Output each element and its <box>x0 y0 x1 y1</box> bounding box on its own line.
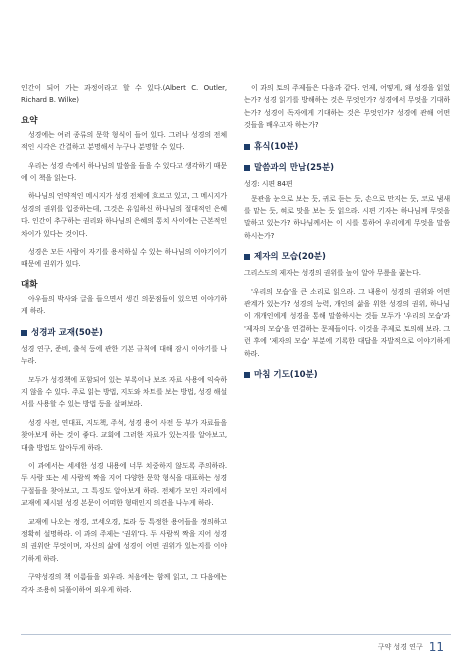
page-footer <box>378 640 444 654</box>
running-title: 구약 성경 연구 <box>377 643 423 651</box>
disciple-paragraph-1: 그리스도의 제자는 성경의 권위를 높이 알아 무릎을 꿇는다. <box>244 269 421 278</box>
study-paragraph-1: 성경 연구, 준비, 출석 등에 관한 기본 규칙에 대해 잠시 이야기를 나누라. <box>21 344 227 366</box>
rest-heading-text: 휴식(10분) <box>254 141 299 152</box>
summary-paragraph-2: 우리는 성경 속에서 하나님의 말씀을 들을 수 있다고 생각하기 때문에 이 책을 읽는다. <box>21 161 227 183</box>
word-heading-text: 말씀과의 만남(25분) <box>254 162 335 173</box>
page-number: 11 <box>428 640 444 654</box>
study-paragraph-2: 모두가 성경책에 포함되어 있는 부록이나 보조 자료 사용에 익숙하지 않을 수 있다. 주로 읽는 방법, 지도와 차트를 보는 방법, 성경 해설서를 사용할 수 있는 방법 등을 살펴보라. <box>21 375 227 409</box>
footer-rule <box>21 634 451 635</box>
summary-paragraph-4: 성경은 모든 사람이 자기를 용서하실 수 있는 하나님의 이야기이기 때문에 권위가 있다. <box>21 248 227 269</box>
study-section-heading <box>21 327 227 339</box>
discussion-paragraph: 이 과의 토의 주제들은 다음과 같다. 언제, 어떻게, 왜 성경을 읽었는가? 성경 읽기를 방해하는 것은 무엇인가? 성경에서 무엇을 기대하는가? 성경이 독자에게 기대하는 것은 무엇인가? 성경에 관해 어떤 것들을 배우고자 하는가? <box>244 84 450 130</box>
disciple-paragraph-2: '우리의 모습'을 큰 소리로 읽으라. 그 내용이 성경의 권위와 어떤 관계가 있는가? 성경의 능력, 개인의 삶을 위한 성경의 권위, 하나님이 개개인에게 성경을 통해 말씀하시는 것들 모두가 '우리의 모습'과 '제자의 모습'을 연결하는 문제들이다. 이것을 주제로 토의해 보라. 그런 후에 '제자의 모습' 부분에 기록한 대답을 자발적으로 이야기하게 하라. <box>244 287 450 358</box>
summary-paragraph-3: 하나님의 언약적인 메시지가 성경 전체에 흐르고 있고, 그 메시지가 성경의 권위를 입증하는데, 그것은 유일하신 하나님의 절대적인 은혜다. 인간이 추구하는 권리와 하나님의 은혜의 통치 사이에는 근본적인 차이가 있다는 것이다. <box>21 192 227 238</box>
intro-paragraph: 인간이 되어 가는 과정이라고 할 수 있다.(Albert C. Outler, Richard B. Wilke) <box>21 84 227 105</box>
right-column <box>244 82 450 385</box>
rest-section-heading <box>244 141 450 153</box>
dialogue-paragraph: 아우들의 박사와 글을 들으면서 생긴 의문점들이 있으면 이야기하게 하라. <box>21 294 227 316</box>
square-bullet-icon <box>244 144 250 150</box>
square-bullet-icon <box>244 254 250 260</box>
closing-section-heading <box>244 369 450 381</box>
study-paragraph-4: 이 과에서는 세세한 성경 내용에 너무 치중하지 않도록 주의하라. 두 사람 또는 세 사람씩 짝을 지어 다양한 문학 형식을 대표하는 성경 구절들을 찾아보고, 그 특징도 알아보게 하라. 전체가 모인 자리에서 교재에 제시된 성경 본문이 어떠한 형태인지 의견을 나누게 하라. <box>21 461 227 508</box>
closing-heading-text: 마침 기도(10분) <box>254 370 318 381</box>
left-column <box>21 82 227 602</box>
word-section-heading <box>244 162 450 174</box>
square-bullet-icon <box>244 372 250 378</box>
square-bullet-icon <box>21 330 27 336</box>
study-paragraph-5: 교재에 나오는 정경, 코세오경, 토라 등 특정한 용어들을 정의하고 정확히 설명하라. 이 과의 주제는 '권위'다. 두 사람씩 짝을 지어 성경의 권위란 무엇이며, 자신의 삶에 성경이 어떤 권위가 있는지를 이야기하게 하라. <box>21 517 227 563</box>
disciple-heading-text: 제자의 모습(20분) <box>254 252 326 263</box>
square-bullet-icon <box>244 165 250 171</box>
word-paragraph: 문관을 눈으로 보는 듯, 귀로 듣는 듯, 손으로 만지는 듯, 코로 냄새를 맡는 듯, 혀로 맛을 보는 듯 읽으라. 시편 기자는 하나님께 무엇을 말하고 있는가? 하나님께서는 이 시를 통하여 우리에게 무엇을 말씀하시는가? <box>244 194 450 240</box>
study-heading-text: 성경과 교재(50분) <box>31 327 103 338</box>
study-paragraph-3: 성경 사전, 연대표, 지도책, 주석, 성경 용어 사전 등 부가 자료들을 찾아보게 하는 것이 좋다. 교회에 그러한 자료가 있는지를 알아보고, 대출 방법도 알아두게 하라. <box>21 418 227 452</box>
dialogue-heading: 대화 <box>21 279 38 290</box>
study-paragraph-6: 구약성경의 책 이름들을 외우라. 처음에는 함께 읽고, 그 다음에는 각자 조용히 되풀이하여 외우게 하라. <box>21 573 227 594</box>
disciple-section-heading <box>244 251 450 263</box>
scripture-reference: 성경: 시편 84편 <box>244 179 293 188</box>
summary-paragraph-1: 성경에는 여러 종류의 문학 형식이 들어 있다. 그러나 성경의 전체적인 시각은 간결하고 분명해서 누구나 분명할 수 있다. <box>21 130 227 152</box>
summary-heading: 요약 <box>21 115 38 126</box>
